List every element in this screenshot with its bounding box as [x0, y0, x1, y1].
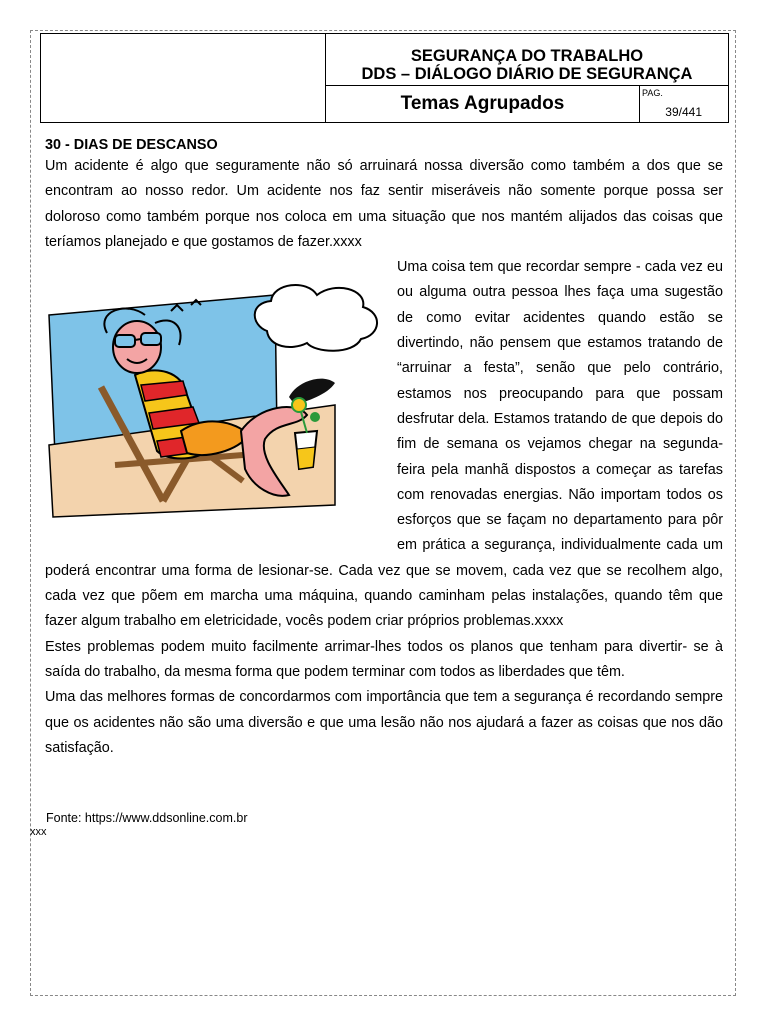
header-title-line1: SEGURANÇA DO TRABALHO [410, 47, 644, 65]
paragraph-2: Uma coisa tem que recordar sempre - cada vez eu ou alguma outra pessoa lhes faça uma sugestão de como evitar acidentes quando estão se divertindo, não pensem que estamos tratando de “arruinar a festa”, senão que pelo contrário, estamos nos preocupando para que possam desfrutar dela. Estamos tratando de que depois do fim de semana os vejamos chegar na segunda-feira pela manhã dispostos a começar as tarefas com renovadas energias. Não importam todos os esforços que se façam no departamento para pôr em prática a segurança, individualmente cada um poderá encontrar uma forma de lesionar-se. Cada vez que se movem, cada vez que se recolhem algo, cada vez que põem em marcha uma máquina, quando caminham pelas instalações, quando têm que fazer algum trabalho em eletricidade, vocês podem criar próprios problemas.xxxx [45, 259, 723, 630]
paragraph-1: Um acidente é algo que seguramente não só arruinará nossa diversão como também a dos que se encontram ao nosso redor. Um acidente nos faz sentir miseráveis não somente porque possa ser doloroso como também porque nos coloca em uma situação que nos mantém alijados das coisas que teríamos planejado e que gostamos de fazer.xxxx [45, 158, 723, 250]
paragraph-3: Estes problemas podem muito facilmente arrimar-lhes todos os planos que tenham para divertir- se à saída do trabalho, da mesma forma que podem terminar com todos as liberdades que têm. [45, 638, 723, 680]
document-header [40, 33, 729, 123]
article-title: 30 - DIAS DE DESCANSO [45, 137, 218, 153]
page-number-cell [640, 86, 728, 122]
logo-cell [41, 34, 326, 122]
page-label: PAG. [642, 88, 663, 98]
source-citation: Fonte: https://www.ddsonline.com.br [46, 811, 248, 825]
page-marker: xxx [30, 826, 47, 838]
beach-lounger-illustration [45, 255, 390, 551]
article-body [45, 136, 723, 761]
header-title-line2: DDS – DIÁLOGO DIÁRIO DE SEGURANÇA [361, 65, 693, 83]
paragraph-4: Uma das melhores formas de concordarmos com importância que tem a segurança é recordando sempre que os acidentes não são uma diversão e que uma lesão não nos ajudará a fazer as coisas que nos dão satisfação. [45, 689, 723, 756]
header-title [326, 34, 728, 86]
page-number: 39/441 [665, 105, 702, 119]
header-topic: Temas Agrupados [326, 86, 640, 122]
